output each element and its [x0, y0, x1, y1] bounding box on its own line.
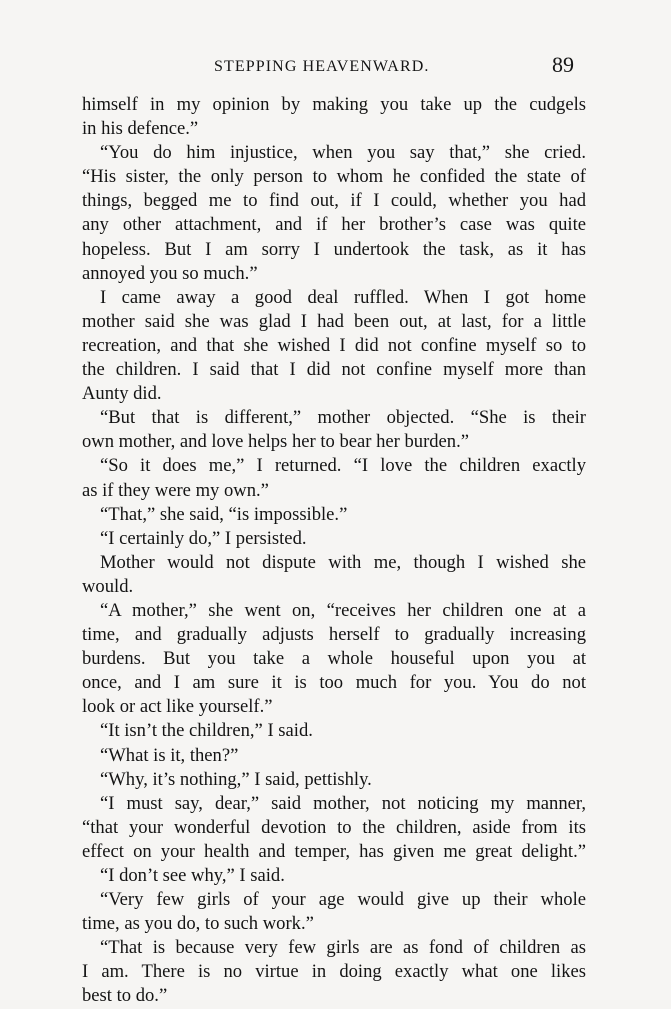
text-line: effect on your health and temper, has given me great delight.” — [82, 840, 586, 862]
text-line: annoyed you so much.” — [82, 262, 258, 284]
text-line: things, begged me to find out, if I could, whether you had — [82, 190, 586, 212]
page-number: 89 — [552, 52, 574, 77]
text-line: would. — [82, 575, 134, 597]
text-line: own mother, and love helps her to bear her burden.” — [82, 431, 470, 453]
book-title: STEPPING HEAVENWARD. — [214, 58, 430, 75]
text-line: burdens. But you take a whole houseful upon you at — [82, 648, 586, 670]
text-line: “That,” she said, “is impossible.” — [100, 503, 348, 525]
text-line: “A mother,” she went on, “receives her children one at a — [100, 599, 586, 621]
text-line: as if they were my own.” — [82, 479, 269, 501]
text-line: “You do him injustice, when you say that,” she cried. — [100, 142, 586, 164]
text-line: “I certainly do,” I persisted. — [100, 527, 307, 549]
text-line: “I must say, dear,” said mother, not noticing my manner, — [100, 792, 586, 814]
text-line: I came away a good deal ruffled. When I got home — [100, 286, 586, 308]
text-line: “It isn’t the children,” I said. — [100, 720, 313, 742]
text-line: I am. There is no virtue in doing exactly what one likes — [82, 961, 586, 983]
text-line: time, and gradually adjusts herself to gradually increasing — [82, 624, 586, 646]
text-line: Mother would not dispute with me, though I wished she — [100, 551, 586, 573]
text-line: “His sister, the only person to whom he confided the state of — [82, 166, 586, 188]
text-line: “I don’t see why,” I said. — [100, 865, 285, 886]
text-line: “that your wonderful devotion to the children, aside from its — [82, 816, 586, 838]
body-text — [82, 93, 586, 1009]
text-line: “Very few girls of your age would give up their whole — [100, 889, 586, 911]
text-line: “So it does me,” I returned. “I love the children exactly — [100, 455, 586, 477]
text-line: hopeless. But I am sorry I undertook the task, as it has — [82, 238, 586, 260]
text-line: in his defence.” — [82, 118, 199, 140]
text-line: once, and I am sure it is too much for you. You do not — [82, 672, 586, 694]
text-line: mother said she was glad I had been out, at last, for a little — [82, 310, 586, 332]
text-line: time, as you do, to such work.” — [82, 913, 314, 935]
text-line: “That is because very few girls are as fond of children as — [100, 937, 586, 959]
text-line: the children. I said that I did not confine myself more than — [82, 359, 586, 381]
running-head — [0, 52, 671, 82]
text-line: recreation, and that she wished I did not confine myself so to — [82, 334, 586, 356]
text-line: himself in my opinion by making you take up the cudgels — [82, 94, 586, 115]
text-line: best to do.” — [82, 985, 168, 1007]
text-line: “What is it, then?” — [100, 744, 239, 766]
text-line: “Why, it’s nothing,” I said, pettishly. — [100, 768, 372, 790]
text-line: “But that is different,” mother objected. “She is their — [100, 407, 586, 429]
text-line: Aunty did. — [82, 383, 162, 405]
text-line: any other attachment, and if her brother’s case was quite — [82, 214, 586, 236]
text-line: look or act like yourself.” — [82, 696, 273, 718]
